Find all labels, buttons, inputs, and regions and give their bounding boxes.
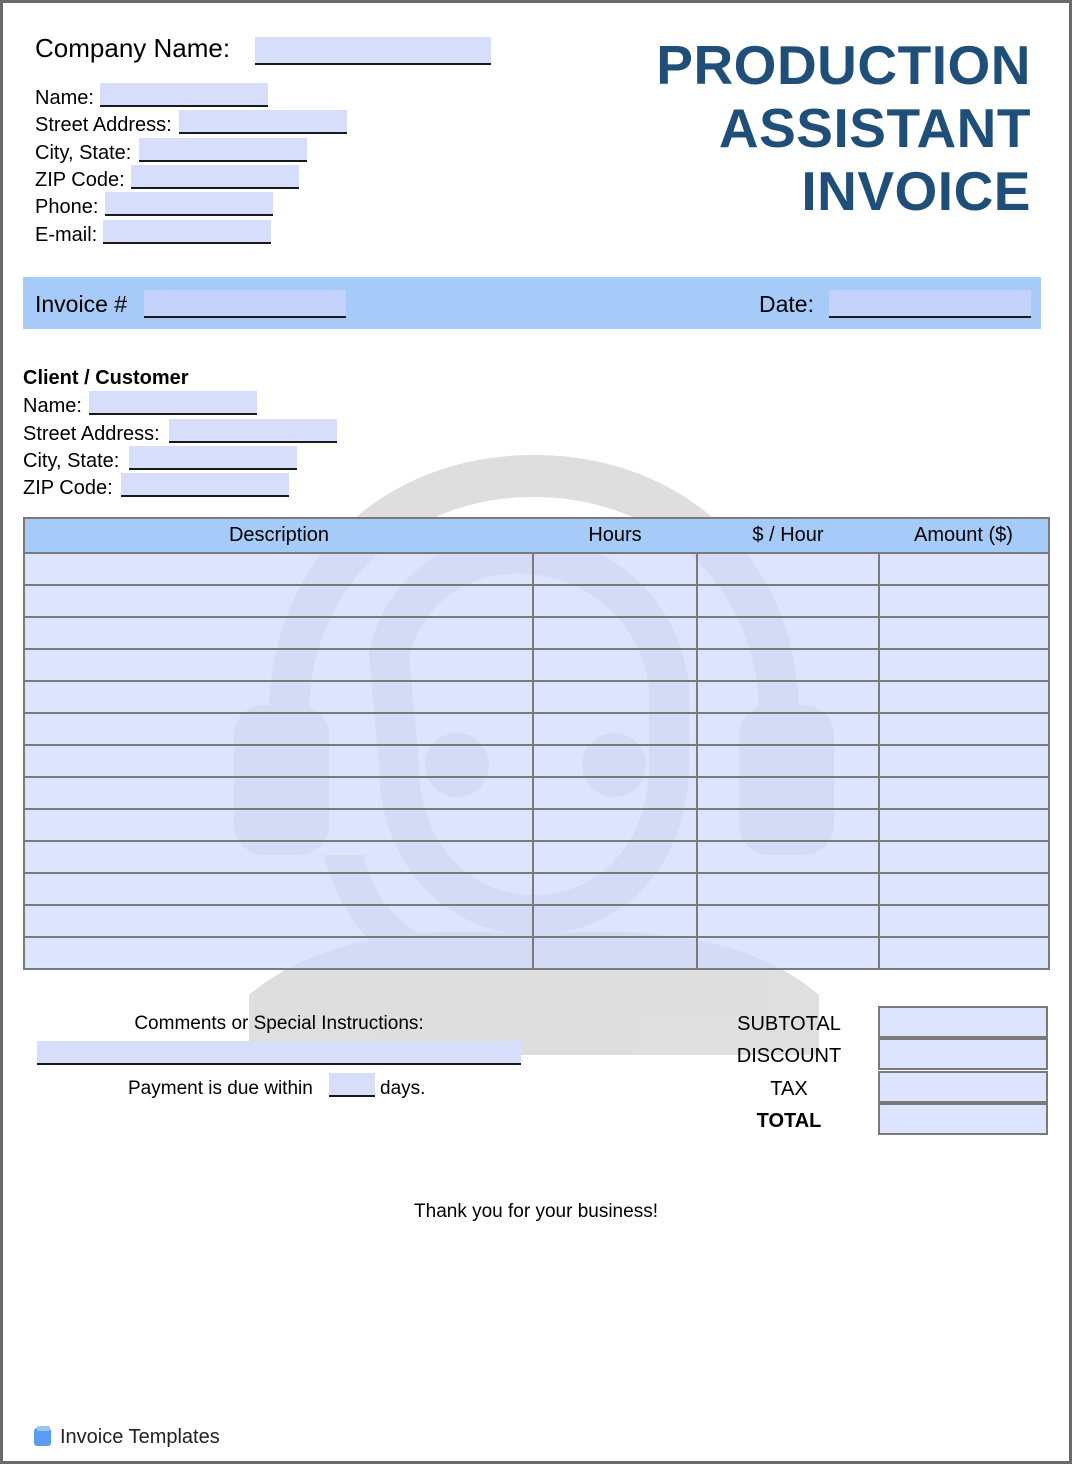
subtotal-field[interactable] bbox=[878, 1006, 1048, 1038]
cell-amount[interactable] bbox=[879, 905, 1049, 937]
cell-hours[interactable] bbox=[533, 713, 697, 745]
cell-rate[interactable] bbox=[697, 937, 879, 969]
table-row bbox=[24, 841, 1049, 873]
tax-label: TAX bbox=[770, 1078, 808, 1100]
sender-street-field[interactable] bbox=[179, 110, 347, 134]
table-row bbox=[24, 713, 1049, 745]
comments-label: Comments or Special Instructions: bbox=[134, 1013, 424, 1034]
client-city-field[interactable] bbox=[129, 446, 297, 470]
cell-hours[interactable] bbox=[533, 681, 697, 713]
company-name-label: Company Name: bbox=[35, 33, 231, 63]
sender-city-label: City, State: bbox=[35, 142, 132, 164]
cell-hours[interactable] bbox=[533, 937, 697, 969]
cell-rate[interactable] bbox=[697, 553, 879, 585]
header-rate: $ / Hour bbox=[697, 518, 879, 553]
client-zip-label: ZIP Code: bbox=[23, 477, 113, 499]
cell-hours[interactable] bbox=[533, 585, 697, 617]
client-heading: Client / Customer bbox=[23, 367, 189, 389]
cell-amount[interactable] bbox=[879, 777, 1049, 809]
cell-description[interactable] bbox=[24, 649, 533, 681]
table-row bbox=[24, 777, 1049, 809]
cell-description[interactable] bbox=[24, 713, 533, 745]
cell-description[interactable] bbox=[24, 809, 533, 841]
discount-label: DISCOUNT bbox=[736, 1045, 842, 1067]
cell-hours[interactable] bbox=[533, 905, 697, 937]
invoice-number-label: Invoice # bbox=[35, 291, 128, 317]
discount-field[interactable] bbox=[878, 1038, 1048, 1070]
title-line-3: INVOICE bbox=[801, 160, 1031, 222]
table-row bbox=[24, 681, 1049, 713]
cell-hours[interactable] bbox=[533, 553, 697, 585]
cell-amount[interactable] bbox=[879, 649, 1049, 681]
sender-email-label: E-mail: bbox=[35, 224, 98, 246]
payment-days-field[interactable] bbox=[329, 1073, 375, 1097]
cell-amount[interactable] bbox=[879, 841, 1049, 873]
table-row bbox=[24, 745, 1049, 777]
table-row bbox=[24, 553, 1049, 585]
sender-phone-label: Phone: bbox=[35, 196, 99, 218]
table-row bbox=[24, 649, 1049, 681]
sender-email-field[interactable] bbox=[103, 220, 271, 244]
total-label: TOTAL bbox=[756, 1110, 822, 1132]
sender-name-label: Name: bbox=[35, 87, 94, 109]
payment-due-prefix: Payment is due within bbox=[128, 1078, 313, 1099]
total-field[interactable] bbox=[878, 1103, 1048, 1135]
table-row bbox=[24, 617, 1049, 649]
table-row bbox=[24, 809, 1049, 841]
table-row bbox=[24, 905, 1049, 937]
client-city-label: City, State: bbox=[23, 450, 120, 472]
cell-amount[interactable] bbox=[879, 585, 1049, 617]
thank-you-message: Thank you for your business! bbox=[414, 1201, 658, 1222]
cell-description[interactable] bbox=[24, 937, 533, 969]
sender-city-field[interactable] bbox=[139, 138, 307, 162]
table-header-row bbox=[24, 518, 1049, 553]
cell-rate[interactable] bbox=[697, 905, 879, 937]
cell-hours[interactable] bbox=[533, 777, 697, 809]
cell-rate[interactable] bbox=[697, 873, 879, 905]
cell-amount[interactable] bbox=[879, 617, 1049, 649]
cell-rate[interactable] bbox=[697, 617, 879, 649]
cell-amount[interactable] bbox=[879, 681, 1049, 713]
client-zip-field[interactable] bbox=[121, 473, 289, 497]
sender-zip-label: ZIP Code: bbox=[35, 169, 125, 191]
sender-street-label: Street Address: bbox=[35, 114, 172, 136]
cell-description[interactable] bbox=[24, 777, 533, 809]
cell-rate[interactable] bbox=[697, 841, 879, 873]
client-street-label: Street Address: bbox=[23, 423, 160, 445]
date-field[interactable] bbox=[829, 290, 1031, 318]
cell-rate[interactable] bbox=[697, 681, 879, 713]
cell-rate[interactable] bbox=[697, 585, 879, 617]
cell-description[interactable] bbox=[24, 681, 533, 713]
cell-hours[interactable] bbox=[533, 649, 697, 681]
cell-hours[interactable] bbox=[533, 617, 697, 649]
cell-amount[interactable] bbox=[879, 937, 1049, 969]
tax-field[interactable] bbox=[878, 1071, 1048, 1103]
cell-description[interactable] bbox=[24, 905, 533, 937]
invoice-templates-logo-icon bbox=[33, 1425, 53, 1447]
title-line-2: ASSISTANT bbox=[718, 97, 1031, 159]
date-label: Date: bbox=[759, 291, 814, 317]
cell-rate[interactable] bbox=[697, 713, 879, 745]
cell-amount[interactable] bbox=[879, 745, 1049, 777]
table-body bbox=[24, 553, 1049, 969]
cell-amount[interactable] bbox=[879, 553, 1049, 585]
cell-rate[interactable] bbox=[697, 809, 879, 841]
cell-description[interactable] bbox=[24, 873, 533, 905]
client-street-field[interactable] bbox=[169, 419, 337, 443]
cell-description[interactable] bbox=[24, 585, 533, 617]
payment-due-suffix: days. bbox=[380, 1078, 426, 1099]
cell-amount[interactable] bbox=[879, 809, 1049, 841]
cell-amount[interactable] bbox=[879, 713, 1049, 745]
cell-rate[interactable] bbox=[697, 649, 879, 681]
subtotal-label: SUBTOTAL bbox=[737, 1013, 841, 1035]
company-name-field[interactable] bbox=[255, 37, 491, 65]
header-description: Description bbox=[24, 518, 533, 553]
cell-description[interactable] bbox=[24, 745, 533, 777]
cell-hours[interactable] bbox=[533, 873, 697, 905]
invoice-number-field[interactable] bbox=[144, 290, 346, 318]
cell-hours[interactable] bbox=[533, 841, 697, 873]
sender-name-field[interactable] bbox=[100, 83, 268, 107]
cell-description[interactable] bbox=[24, 553, 533, 585]
sender-zip-field[interactable] bbox=[131, 165, 299, 189]
sender-phone-field[interactable] bbox=[105, 192, 273, 216]
header-amount: Amount ($) bbox=[879, 518, 1049, 553]
cell-description[interactable] bbox=[24, 617, 533, 649]
table-row bbox=[24, 937, 1049, 969]
cell-hours[interactable] bbox=[533, 745, 697, 777]
cell-amount[interactable] bbox=[879, 873, 1049, 905]
cell-rate[interactable] bbox=[697, 777, 879, 809]
client-name-label: Name: bbox=[23, 395, 82, 417]
line-items-table bbox=[23, 517, 1050, 970]
brand-name: Invoice Templates bbox=[60, 1426, 220, 1448]
comments-field[interactable] bbox=[37, 1041, 521, 1065]
header-hours: Hours bbox=[533, 518, 697, 553]
cell-rate[interactable] bbox=[697, 745, 879, 777]
cell-description[interactable] bbox=[24, 841, 533, 873]
client-name-field[interactable] bbox=[89, 391, 257, 415]
title-line-1: PRODUCTION bbox=[656, 34, 1031, 96]
cell-hours[interactable] bbox=[533, 809, 697, 841]
table-row bbox=[24, 585, 1049, 617]
table-row bbox=[24, 873, 1049, 905]
